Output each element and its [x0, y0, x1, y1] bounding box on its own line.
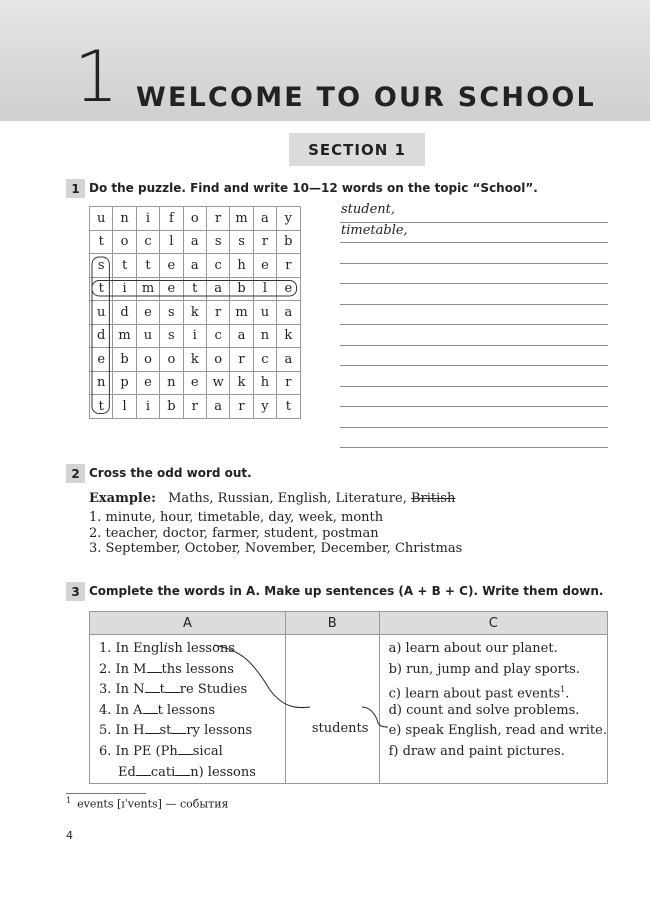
column-header-a: A: [90, 612, 286, 635]
column-c-item: c) learn about past events$^1$.: [388, 685, 570, 702]
grid-row: [90, 277, 301, 301]
grid-cell: k: [277, 324, 300, 348]
grid-cell: s: [206, 230, 229, 254]
footnote-mark: 1: [66, 796, 72, 805]
grid-cell: o: [183, 207, 206, 231]
grid-cell: a: [277, 348, 300, 372]
grid-cell: u: [136, 324, 159, 348]
grid-row: [90, 395, 301, 419]
example-crossed-word: British: [410, 491, 456, 506]
column-c-text: d) count and solve problems.: [388, 702, 580, 718]
grid-cell: c: [253, 348, 276, 372]
answer-line[interactable]: [340, 243, 608, 264]
grid-cell: y: [277, 207, 300, 231]
grid-cell: i: [113, 277, 136, 301]
grid-cell: m: [230, 301, 253, 325]
column-a-text: ths lessons: [161, 661, 234, 677]
column-header-b: B: [285, 612, 379, 635]
column-a-item: [99, 742, 285, 763]
column-c-item: [389, 742, 607, 763]
grid-cell: r: [230, 348, 253, 372]
answer-line[interactable]: [340, 305, 608, 326]
blank-field[interactable]: [136, 764, 151, 776]
column-a-text: re Studies: [179, 682, 248, 698]
grid-cell: m: [230, 207, 253, 231]
grid-cell: d: [90, 324, 113, 348]
grid-cell: n: [160, 371, 183, 395]
column-a-text: sh lessons: [167, 641, 235, 656]
grid-row: [90, 348, 301, 372]
grid-cell: a: [183, 230, 206, 254]
unit-title: WELCOME TO OUR SCHOOL: [136, 82, 596, 113]
grid-cell: e: [160, 254, 183, 278]
answer-line[interactable]: [340, 325, 608, 346]
list-item: 1. minute, hour, timetable, day, week, month: [89, 510, 384, 525]
answer-line[interactable]: [340, 407, 608, 428]
column-c-item: [389, 721, 607, 742]
grid-cell: e: [90, 348, 113, 372]
column-a-text: 4. In A: [99, 702, 143, 718]
grid-cell: r: [206, 207, 229, 231]
grid-cell: f: [160, 207, 183, 231]
footnote-rule: [66, 793, 146, 794]
column-a-text: t lessons: [157, 702, 215, 718]
blank-field[interactable]: [147, 661, 162, 673]
grid-cell: a: [277, 301, 300, 325]
grid-cell: n: [90, 371, 113, 395]
unit-header: [0, 0, 650, 121]
answer-line[interactable]: [340, 284, 608, 305]
column-c: [379, 635, 607, 784]
grid-cell: b: [277, 230, 300, 254]
column-a-text: 1. In Engl: [99, 641, 164, 656]
grid-cell: l: [160, 230, 183, 254]
grid-cell: t: [183, 277, 206, 301]
grid-cell: p: [113, 371, 136, 395]
example-line: [89, 491, 455, 506]
matching-table: [89, 611, 608, 784]
column-a-item: [99, 701, 285, 722]
grid-row: [90, 207, 301, 231]
grid-cell: o: [206, 348, 229, 372]
grid-cell: r: [183, 395, 206, 419]
grid-cell: n: [253, 324, 276, 348]
task-3-instruction: Complete the words in A. Make up sentences (A + B + C). Write them down.: [89, 584, 604, 598]
blank-field[interactable]: [178, 743, 193, 755]
grid-cell: i: [136, 395, 159, 419]
answer-line[interactable]: [340, 387, 608, 408]
grid-cell: a: [230, 324, 253, 348]
grid-cell: n: [113, 207, 136, 231]
grid-cell: s: [160, 324, 183, 348]
blank-field[interactable]: [145, 722, 160, 734]
column-a-item: [99, 680, 285, 701]
grid-cell: i: [136, 207, 159, 231]
grid-cell: m: [136, 277, 159, 301]
grid-cell: t: [90, 395, 113, 419]
column-a-text: cati: [150, 764, 176, 780]
grid-cell: y: [253, 395, 276, 419]
column-a-item: [99, 763, 285, 784]
grid-row: [90, 371, 301, 395]
answer-line[interactable]: [340, 428, 608, 449]
grid-cell: c: [206, 254, 229, 278]
grid-cell: u: [90, 301, 113, 325]
grid-cell: r: [230, 395, 253, 419]
grid-cell: e: [183, 371, 206, 395]
blank-field[interactable]: [171, 722, 186, 734]
grid-cell: s: [230, 230, 253, 254]
column-a-item: [99, 639, 285, 660]
column-c-item: [389, 660, 607, 681]
column-a-text: 2. In M: [99, 661, 147, 677]
column-a-text: n) lessons: [190, 764, 256, 780]
section-label: SECTION 1: [289, 133, 425, 166]
grid-cell: b: [230, 277, 253, 301]
grid-cell: s: [90, 254, 113, 278]
page-number: 4: [66, 829, 73, 842]
grid-cell: e: [136, 371, 159, 395]
grid-cell: k: [183, 348, 206, 372]
footnote-reference: 1: [560, 685, 566, 695]
column-a-item: [99, 660, 285, 681]
grid-cell: c: [136, 230, 159, 254]
column-header-c: C: [379, 612, 607, 635]
grid-row: [90, 230, 301, 254]
word-search-grid: [89, 206, 301, 419]
grid-cell: d: [113, 301, 136, 325]
column-a-text: t: [159, 682, 165, 698]
footnote: [66, 796, 228, 811]
column-c-item: [389, 639, 607, 660]
column-a-item: [99, 721, 285, 742]
grid-cell: a: [183, 254, 206, 278]
grid-cell: e: [253, 254, 276, 278]
grid-row: [90, 324, 301, 348]
column-c-text: e) speak English, read and write.: [388, 723, 607, 739]
column-c-item: [389, 701, 607, 722]
column-c-text: f) draw and paint pictures.: [388, 743, 565, 759]
grid-cell: b: [160, 395, 183, 419]
grid-cell: o: [113, 230, 136, 254]
task-2-instruction: Cross the odd word out.: [89, 466, 252, 480]
column-b: [285, 635, 379, 784]
grid-cell: r: [253, 230, 276, 254]
grid-cell: o: [136, 348, 159, 372]
grid-cell: h: [230, 254, 253, 278]
grid-cell: a: [206, 277, 229, 301]
answer-line[interactable]: student,: [340, 202, 608, 223]
grid-cell: o: [160, 348, 183, 372]
grid-cell: a: [206, 395, 229, 419]
answer-lines: [340, 202, 608, 448]
column-c-text: b) run, jump and play sports.: [388, 661, 580, 677]
grid-cell: l: [253, 277, 276, 301]
task-1-instruction: Do the puzzle. Find and write 10—12 words on the topic “School”.: [89, 181, 538, 195]
task-2-number: 2: [66, 464, 85, 483]
grid-cell: r: [277, 371, 300, 395]
grid-cell: u: [253, 301, 276, 325]
task-3-number: 3: [66, 582, 85, 601]
grid-cell: t: [90, 230, 113, 254]
grid-cell: b: [113, 348, 136, 372]
column-a-text: sical: [192, 743, 223, 759]
task-1-number: 1: [66, 179, 85, 198]
blank-field[interactable]: [143, 702, 158, 714]
grid-cell: e: [136, 301, 159, 325]
answer-line[interactable]: [340, 346, 608, 367]
grid-cell: s: [160, 301, 183, 325]
column-a-text: 6. In PE (Ph: [99, 743, 178, 759]
grid-cell: t: [90, 277, 113, 301]
footnote-text: events [ɪˈvents] — события: [77, 797, 229, 811]
grid-cell: w: [206, 371, 229, 395]
example-label: Example:: [89, 491, 156, 506]
list-item: 3. September, October, November, December, Christmas: [89, 541, 463, 557]
grid-cell: t: [277, 395, 300, 419]
grid-cell: m: [113, 324, 136, 348]
blank-field[interactable]: [145, 681, 160, 693]
grid-row: [90, 254, 301, 278]
answer-line[interactable]: [340, 366, 608, 387]
list-item: 2. teacher, doctor, farmer, student, postman: [89, 525, 379, 541]
grid-cell: l: [113, 395, 136, 419]
column-a-text: Ed: [118, 764, 136, 780]
grid-cell: t: [136, 254, 159, 278]
column-a: [90, 635, 286, 784]
example-words: Maths, Russian, English, Literature,: [168, 491, 407, 506]
column-a-text: 3. In N: [99, 682, 145, 698]
column-a-text: i: [163, 641, 168, 656]
unit-number: 1: [74, 36, 119, 118]
answer-line[interactable]: timetable,: [340, 223, 608, 244]
column-a-text: 5. In H: [99, 723, 145, 739]
grid-cell: a: [253, 207, 276, 231]
grid-cell: r: [206, 301, 229, 325]
grid-cell: h: [253, 371, 276, 395]
column-c-text: a) learn about our planet.: [388, 641, 558, 656]
students-word: students: [311, 721, 369, 736]
column-c-text: c) learn about past events: [388, 686, 561, 702]
answer-line[interactable]: [340, 264, 608, 285]
grid-cell: r: [277, 254, 300, 278]
column-a-text: st: [159, 723, 172, 739]
grid-row: [90, 301, 301, 325]
grid-cell: k: [230, 371, 253, 395]
grid-cell: e: [277, 277, 300, 301]
grid-cell: u: [90, 207, 113, 231]
grid-cell: k: [183, 301, 206, 325]
blank-field[interactable]: [175, 764, 190, 776]
blank-field[interactable]: [165, 681, 180, 693]
grid-cell: e: [160, 277, 183, 301]
grid-cell: i: [183, 324, 206, 348]
column-a-text: ry lessons: [186, 723, 253, 739]
grid-cell: t: [113, 254, 136, 278]
odd-word-list: [89, 510, 462, 557]
grid-cell: c: [206, 324, 229, 348]
